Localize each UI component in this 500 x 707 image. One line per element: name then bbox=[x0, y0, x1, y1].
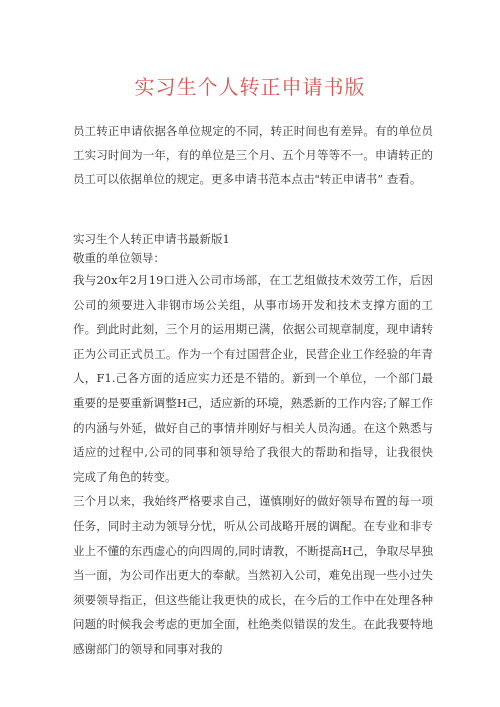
salutation: 敬重的单位领导： bbox=[73, 251, 165, 265]
body-paragraph: 我与20x年2月19口进入公司市场部，在工艺组做技术效劳工作，后因公司的须要进入非钢市场公关组，从事市场开发和技术支撑方面的工作。到此时此刻，三个月的运用期已满，依据公司规章制度，现申请转正为公司正式员工。作为一个有过国营企业，民营企业工作经验的年青人，F1.己各方面的适应实力还是不错的。新到一个单位，一个部门最重要的是要重新调整H己，适应新的环境，熟悉新的工作内容;了解工作的内涵与外延，做好自己的事情并刚好与相关人员沟通。在这个熟悉与适应的过程中,公司的同事和领导给了我很大的帮助和指导，让我很快完成了角色的转变。 bbox=[73, 273, 433, 484]
intro-paragraph: 员工转正申请依据各单位规定的不同，转正时间也有差异。有的单位员工实习时间为一年，有的单位是三个月、五个月等等不一。申请转正的员工可以依据单位的规定。更多申请书范本点击"转正申请书” 查看。 bbox=[73, 124, 433, 186]
body-text bbox=[73, 268, 433, 662]
document-title: 实习生个人转正申请书版 bbox=[134, 75, 366, 99]
section-heading: 实习生个人转正申请书最新版1 bbox=[73, 232, 230, 246]
body-paragraph: 三个月以来，我始终严格要求自己，谨慎刚好的做好领导布置的每一项任务，同时主动为领导分忧，听从公司战略开展的调配。在专业和非专业上不懂的东西虚心的向四周的,同时请教，不断提高H己，争取尽早独当一面，为公司作出更大的奉献。当然初入公司，难免出现一些小过失须要领导指正，但这些能让我更快的成长，在今后的工作中在处理各种问题的时候我会考虑的更加全面，杜绝类似错误的发生。在此我要特地感谢部门的领导和同事对我的 bbox=[73, 494, 433, 656]
